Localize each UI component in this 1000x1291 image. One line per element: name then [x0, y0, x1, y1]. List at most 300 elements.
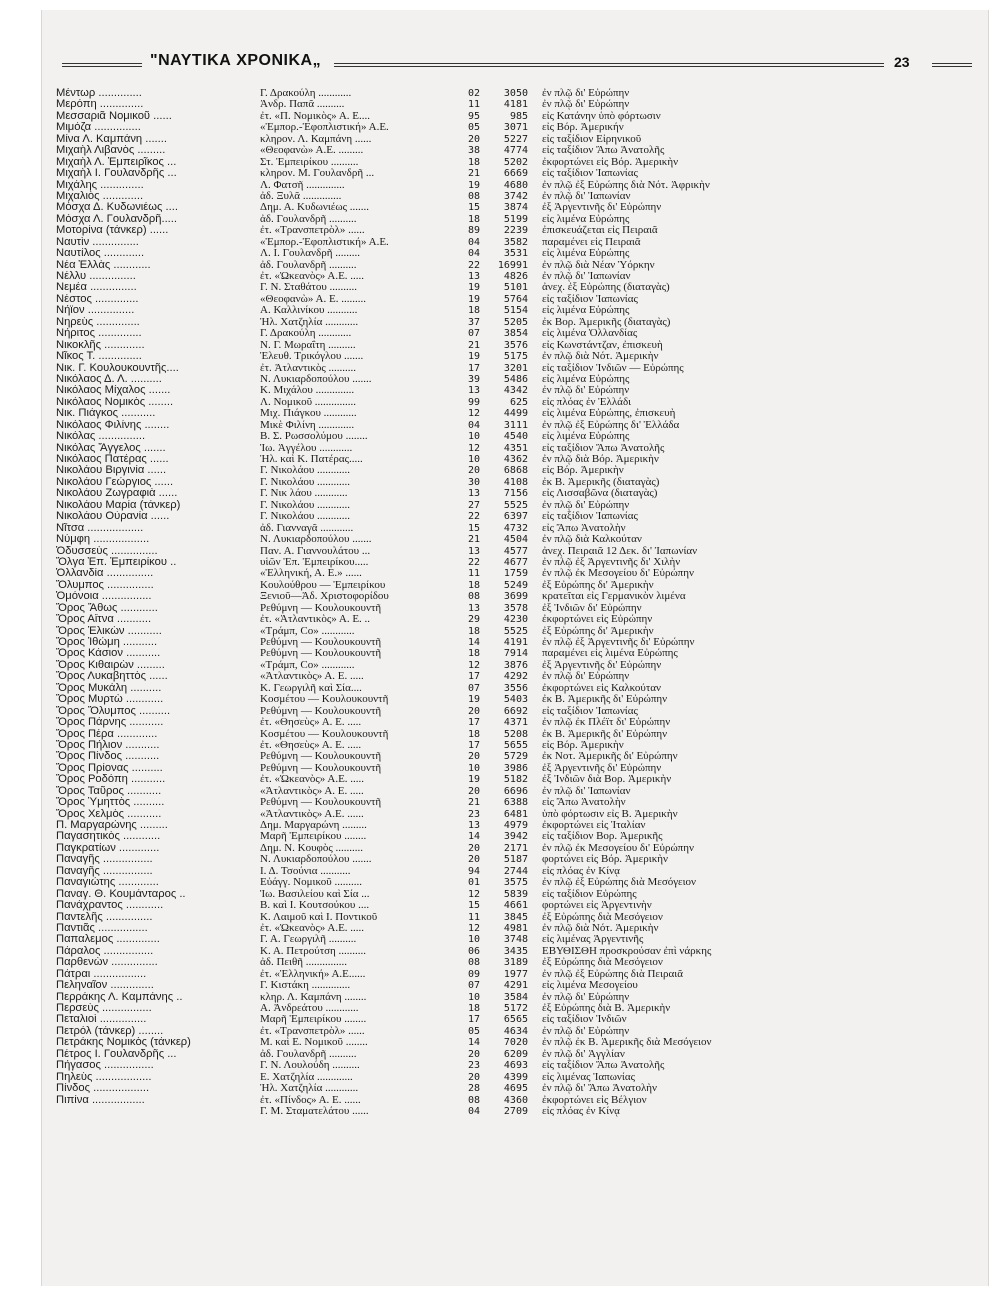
- ship-name: Νικόλας Ἄγγελος .......: [56, 442, 166, 454]
- ship-code: 07: [467, 980, 480, 992]
- table-row: [42, 88, 988, 99]
- table-row: [42, 1072, 988, 1083]
- ship-status: ἐξ Εὐρώπης διὰ Μεσόγειον: [542, 911, 663, 923]
- ship-owner: Ἠλ. καὶ Κ. Πατέρας.....: [260, 454, 363, 465]
- ship-status: κρατεῖται εἰς Γερμανικὸν λιμένα: [542, 591, 686, 603]
- ship-code: 19: [467, 694, 480, 706]
- ship-code: 19: [467, 351, 480, 363]
- ship-owner: ἐτ. «Θησεὺς» Α. Ε. .....: [260, 739, 362, 751]
- ship-owner: «Ἀτλαντικὸς» Α. Ε. .....: [260, 671, 364, 683]
- ship-status: εἰς πλόας ἐν Κίνᾳ: [542, 1105, 620, 1117]
- ship-code: 18: [467, 156, 480, 168]
- ship-tonnage: 5154: [503, 305, 528, 317]
- ship-owner: Λ. Νομικοῦ ...............: [260, 396, 357, 408]
- ship-tonnage: 4680: [503, 179, 528, 191]
- ship-tonnage: 3582: [503, 236, 528, 248]
- ship-name: Μίνα Λ. Καμπάνη .......: [56, 133, 167, 145]
- ship-tonnage: 4695: [503, 1083, 528, 1095]
- ship-tonnage: 6868: [503, 465, 528, 477]
- ship-tonnage: 7156: [503, 488, 528, 500]
- ship-status: ἐν πλῷ δι' Ἄπω Ἀνατολὴν: [542, 1083, 658, 1095]
- ship-tonnage: 6696: [503, 785, 528, 797]
- ship-code: 20: [467, 465, 480, 477]
- ship-status: ἐν πλῷ διὰ Νότ. Ἀμερικὴν: [542, 351, 659, 363]
- ship-status: ἐν πλῷ δι' Εὐρώπην: [542, 99, 630, 111]
- ship-owner: ἀδ. Ξυλᾶ ..............: [260, 190, 342, 202]
- table-row: [42, 992, 988, 1003]
- ship-tonnage: 4774: [503, 145, 528, 157]
- ship-tonnage: 5187: [503, 854, 528, 866]
- ship-tonnage: 6692: [503, 705, 528, 717]
- ship-status: ἐκφορτώνει εἰς Βόρ. Ἀμερικὴν: [542, 156, 679, 168]
- ship-tonnage: 3584: [503, 991, 528, 1003]
- table-row: [42, 111, 988, 122]
- ship-code: 38: [467, 145, 480, 157]
- ship-name: Πηλεὺς ..................: [56, 1071, 152, 1083]
- ship-tonnage: 5202: [503, 156, 528, 168]
- ship-owner: Γ. Νικολάου ............: [260, 499, 351, 511]
- ship-tonnage: 2171: [503, 842, 528, 854]
- ship-name: Παναγῆς ................: [56, 854, 153, 866]
- newspaper-page: [41, 10, 989, 1286]
- ship-owner: Γ. Δρακούλη ............: [260, 328, 352, 340]
- ship-owner: Γ. Α. Γεωργιλῆ ..........: [260, 934, 357, 946]
- table-row: [42, 831, 988, 842]
- ship-tonnage: 16991: [497, 259, 528, 271]
- table-row: [42, 500, 988, 511]
- ship-name: Παρθενὼν ...............: [56, 957, 158, 969]
- ship-tonnage: 5525: [503, 499, 528, 511]
- ship-code: 18: [467, 579, 480, 591]
- ship-owner: Ι. Δ. Τσούνια ...........: [260, 865, 351, 877]
- ship-owner: «Ἑλληνική, Α. Ε.» ......: [260, 568, 362, 580]
- ship-name: Ὄρος Μυρτὼ ............: [56, 694, 164, 706]
- ship-code: 13: [467, 820, 480, 831]
- ship-owner: «Τράμπ, Co» ............: [260, 659, 355, 671]
- table-row: [42, 1083, 988, 1094]
- ship-name: Ὄλυμπος ...............: [56, 579, 154, 591]
- ship-owner: Ἰω. Ἀγγέλου ............: [260, 442, 353, 454]
- page-header: [62, 52, 974, 78]
- ship-status: εἰς ταξίδιον Ἰαπωνίας: [542, 705, 638, 717]
- table-row: [42, 1003, 988, 1014]
- ship-name: Παγασητικὸς ............: [56, 831, 161, 843]
- ship-name: Νήριτος ..............: [56, 328, 142, 340]
- ship-code: 21: [467, 534, 480, 546]
- ship-name: Μιχαὴλ Ι. Γουλανδρῆς ...: [56, 168, 177, 180]
- ship-status: εἰς πλόας ἐν Ἑλλάδι: [542, 396, 632, 408]
- table-row: [42, 637, 988, 648]
- ship-owner: Γ. Νικ λάου ............: [260, 488, 348, 500]
- ship-code: 04: [467, 248, 480, 260]
- ship-code: 04: [467, 1105, 480, 1117]
- ship-name: Νικόλαος Νομικὸς ........: [56, 396, 174, 408]
- ship-status: εἰς ταξίδιον Εἰρηνικοῦ: [542, 133, 642, 145]
- ship-code: 29: [467, 614, 480, 626]
- ship-tonnage: 5205: [503, 316, 528, 328]
- ship-owner: ἐτ. «Ἑλληνική» Α.Ε......: [260, 968, 366, 980]
- ship-status: εἰς ταξίδιον Ἄπω Ἀνατολῆς: [542, 1060, 665, 1072]
- ship-tonnage: 4191: [503, 637, 528, 648]
- ship-status: εἰς λιμένα Ὁλλανδίας: [542, 328, 638, 340]
- ship-status: εἰς ταξίδιον Ἄπω Ἀνατολῆς: [542, 145, 665, 157]
- table-row: [42, 706, 988, 717]
- ship-code: 08: [467, 1094, 480, 1106]
- ship-tonnage: 4979: [503, 820, 528, 831]
- ship-tonnage: 5486: [503, 373, 528, 385]
- ship-code: 17: [467, 717, 480, 729]
- table-row: [42, 420, 988, 431]
- ship-owner: Μιχ. Πιάγκου ............: [260, 408, 357, 420]
- ship-tonnage: 6388: [503, 797, 528, 809]
- ship-tonnage: 3576: [503, 339, 528, 351]
- ship-owner: Κ. Μιχάλου ..............: [260, 385, 355, 397]
- ship-owner: Γ. Ν. Λουλούδη ..........: [260, 1060, 360, 1072]
- ship-tonnage: 1759: [503, 568, 528, 580]
- ship-owner: κληρον. Λ. Καμπάνη ......: [260, 133, 372, 145]
- ship-tonnage: 4291: [503, 980, 528, 992]
- ship-status: ἀνεχ. Πειραιᾶ 12 Δεκ. δι' Ἰαπωνίαν: [542, 545, 698, 557]
- ship-status: ἐν πλῷ ἐξ Εὐρώπης διὰ Πειραιᾶ: [542, 968, 683, 980]
- ship-owner: ἐτ. «Τρανσπετρὸλ» ......: [260, 225, 365, 237]
- ship-code: 13: [467, 385, 480, 397]
- table-row: [42, 431, 988, 442]
- ship-tonnage: 3748: [503, 934, 528, 946]
- ship-tonnage: 3845: [503, 911, 528, 923]
- ship-name: Ὄρος Ἄθως ............: [56, 602, 158, 614]
- ship-name: Ὄρος Πέρα .............: [56, 728, 158, 740]
- ship-code: 15: [467, 900, 480, 912]
- ship-status: ἐν πλῷ διὰ Καλκούταν: [542, 534, 642, 546]
- ship-owner: Κ. Α. Πετρούτση ..........: [260, 945, 367, 957]
- ship-code: 08: [467, 957, 480, 969]
- ship-name: Παναγ. Θ. Κουμάνταρος ..: [56, 888, 186, 900]
- ship-status: εἰς ταξίδιον Ἰνδιῶν — Εὐρώπης: [542, 362, 684, 374]
- ship-owner: ἐτ. Ἀτλαντικὸς ..........: [260, 362, 357, 374]
- ship-code: 10: [467, 454, 480, 465]
- ship-tonnage: 3201: [503, 362, 528, 374]
- ship-owner: Γ. Ν. Σταθάτου ..........: [260, 282, 358, 294]
- ship-tonnage: 5199: [503, 213, 528, 225]
- ship-status: ἐν πλῷ ἐκ Μεσογείου δι' Εὐρώπην: [542, 568, 694, 580]
- table-row: [42, 1049, 988, 1060]
- ship-status: παραμένει εἰς Πειραιᾶ: [542, 236, 641, 248]
- ship-code: 02: [467, 88, 480, 99]
- ship-status: ἐκφορτώνει εἰς Εὐρώπην: [542, 614, 653, 626]
- ship-code: 04: [467, 236, 480, 248]
- ship-tonnage: 5208: [503, 728, 528, 740]
- table-row: [42, 282, 988, 293]
- ship-owner: Δημ. Α. Κυδωνιέως .......: [260, 202, 370, 214]
- ship-code: 15: [467, 522, 480, 534]
- table-row: [42, 1060, 988, 1071]
- ship-status: εἰς ταξίδιον Ἰαπωνίας: [542, 511, 638, 523]
- ship-name: Νικ. Γ. Κουλουκουντῆς....: [56, 362, 179, 374]
- ship-tonnage: 3854: [503, 328, 528, 340]
- table-row: [42, 877, 988, 888]
- ship-code: 10: [467, 991, 480, 1003]
- table-row: [42, 488, 988, 499]
- ship-code: 12: [467, 888, 480, 900]
- ship-code: 20: [467, 1071, 480, 1083]
- ship-owner: Ἀνδρ. Παπᾶ ..........: [260, 99, 345, 111]
- ship-status: ἐν πλῷ ἐξ Ἀργεντινῆς δι' Εὐρώπην: [542, 637, 695, 648]
- ship-name: Ὄρος Ὄλυμπος ..........: [56, 705, 171, 717]
- ship-status: εἰς ταξίδιον Ἰνδιῶν: [542, 1014, 627, 1026]
- ship-tonnage: 4693: [503, 1060, 528, 1072]
- ship-code: 14: [467, 1037, 480, 1049]
- ship-owner: Μαρῆ Ἐμπειρίκου ........: [260, 1014, 367, 1026]
- ship-owner: Ν. Λυκιαρδοπούλου .......: [260, 534, 372, 546]
- table-row: [42, 591, 988, 602]
- ship-tonnage: 3699: [503, 591, 528, 603]
- ship-status: ἐν πλῷ δι' Εὐρώπην: [542, 385, 630, 397]
- table-row: [42, 694, 988, 705]
- ship-tonnage: 5175: [503, 351, 528, 363]
- ship-tonnage: 3578: [503, 602, 528, 614]
- ship-status: εἰς λιμένας Ἰαπωνίας: [542, 1071, 635, 1083]
- ship-status: εἰς ταξίδιον Ἄπω Ἀνατολῆς: [542, 442, 665, 454]
- ship-code: 11: [467, 911, 480, 923]
- ship-code: 12: [467, 408, 480, 420]
- ship-owner: Ν. Λυκιαρδοπούλου .......: [260, 373, 372, 385]
- ship-status: εἰς λιμένα Εὐρώπης: [542, 305, 630, 317]
- ship-code: 10: [467, 934, 480, 946]
- ship-code: 18: [467, 625, 480, 637]
- ship-name: Ὄρος Μυκάλη ..........: [56, 682, 162, 694]
- ship-owner: Λ. Ι. Γουλανδρῆ .........: [260, 248, 360, 260]
- ship-tonnage: 3071: [503, 122, 528, 134]
- ship-code: 21: [467, 168, 480, 180]
- ship-status: ἐν πλῷ ἐκ Β. Ἀμερικῆς διὰ Μεσόγειον: [542, 1037, 712, 1049]
- ship-name: Πεταλιοὶ ...............: [56, 1014, 147, 1026]
- ship-code: 11: [467, 568, 480, 580]
- table-row: [42, 717, 988, 728]
- table-row: [42, 957, 988, 968]
- table-row: [42, 317, 988, 328]
- ship-status: ἐξ Εὐρώπης διὰ Β. Ἀμερικὴν: [542, 1003, 671, 1014]
- table-row: [42, 534, 988, 545]
- ship-name: Ὄρος Αἴτνα ...........: [56, 614, 152, 626]
- ship-owner: ἀδ. Γουλανδρῆ ..........: [260, 1048, 357, 1060]
- ship-code: 04: [467, 419, 480, 431]
- ship-owner: Β. Σ. Ρωσσολύμου ........: [260, 431, 368, 443]
- ship-owner: Γ. Μ. Σταματελάτου ......: [260, 1105, 369, 1117]
- ship-code: 19: [467, 179, 480, 191]
- ship-name: Ὄρος Πρίονας ..........: [56, 762, 163, 774]
- ship-name: Μοτορίνα (τάνκερ) ......: [56, 225, 169, 237]
- ship-tonnage: 3111: [503, 419, 528, 431]
- table-row: [42, 763, 988, 774]
- ship-owner: Ξενιοῦ—Ἀδ. Χριστοφορίδου: [260, 591, 389, 603]
- ship-code: 23: [467, 1060, 480, 1072]
- ship-name: Ὄρος Χελμὸς ...........: [56, 808, 162, 820]
- ship-tonnage: 4108: [503, 476, 528, 488]
- table-row: [42, 237, 988, 248]
- ship-code: 18: [467, 1003, 480, 1014]
- ship-owner: Δημ. Ν. Κουφὸς ..........: [260, 842, 364, 854]
- ship-tonnage: 4292: [503, 671, 528, 683]
- ship-status: ἐν πλῷ δι' Ἰαπωνίαν: [542, 190, 631, 202]
- table-row: [42, 854, 988, 865]
- ship-tonnage: 5525: [503, 625, 528, 637]
- header-rule-left: [62, 63, 142, 67]
- ship-code: 05: [467, 122, 480, 134]
- ship-tonnage: 5249: [503, 579, 528, 591]
- ship-owner: Ν. Γ. Μωραΐτη ..........: [260, 339, 356, 351]
- ship-name: Νηρεὺς ..............: [56, 316, 140, 328]
- ship-name: Ὄλγα Ἐπ. Ἐμπειρίκου ..: [56, 556, 177, 568]
- ship-tonnage: 1977: [503, 968, 528, 980]
- table-row: [42, 580, 988, 591]
- ship-tonnage: 4826: [503, 271, 528, 282]
- ship-tonnage: 4342: [503, 385, 528, 397]
- table-row: [42, 214, 988, 225]
- table-row: [42, 934, 988, 945]
- ship-status: ἐκ Νοτ. Ἀμερικῆς δι' Εὐρώπην: [542, 751, 678, 763]
- ship-tonnage: 5182: [503, 774, 528, 786]
- table-row: [42, 1106, 988, 1117]
- ship-tonnage: 4577: [503, 545, 528, 557]
- ship-name: Παπαλεμος ..............: [56, 934, 160, 946]
- table-row: [42, 248, 988, 259]
- ship-name: Νέστος ..............: [56, 293, 139, 305]
- table-row: [42, 180, 988, 191]
- ship-tonnage: 4732: [503, 522, 528, 534]
- ship-name: Πετρόλ (τάνκερ) ........: [56, 1025, 164, 1037]
- ship-owner: Ν. Λυκιαρδοπούλου .......: [260, 854, 372, 866]
- ship-name: Ὀδυσσεὺς ...............: [56, 545, 158, 557]
- ship-name: Παναγῆς ................: [56, 865, 153, 877]
- table-row: [42, 900, 988, 911]
- ship-code: 20: [467, 854, 480, 866]
- table-row: [42, 454, 988, 465]
- table-row: [42, 328, 988, 339]
- ship-name: Νικολάου Μαρία (τάνκερ): [56, 499, 181, 511]
- ship-tonnage: 4360: [503, 1094, 528, 1106]
- ship-code: 18: [467, 728, 480, 740]
- ship-code: 21: [467, 797, 480, 809]
- ship-owner: Ἰω. Βασιλείου καὶ Σία ...: [260, 888, 370, 900]
- ship-owner: Εὐάγγ. Νομικοῦ ..........: [260, 877, 362, 889]
- ship-status: ἐξ Ἀργεντινῆς δι' Εὐρώπην: [542, 762, 662, 774]
- table-row: [42, 99, 988, 110]
- ship-name: Πιπίνα .................: [56, 1094, 145, 1106]
- ship-tonnage: 7914: [503, 648, 528, 660]
- ship-status: ἐξ Ἀργεντινῆς δι' Εὐρώπην: [542, 659, 662, 671]
- table-row: [42, 340, 988, 351]
- table-row: [42, 660, 988, 671]
- ship-owner: Παν. Α. Γιαννουλάτου ...: [260, 545, 371, 557]
- ship-name: Ναυτὶν ...............: [56, 236, 139, 248]
- ship-owner: Κουλούθρου — Ἐμπειρίκου: [260, 579, 386, 591]
- ship-code: 14: [467, 637, 480, 648]
- table-row: [42, 557, 988, 568]
- ship-tonnage: 3876: [503, 659, 528, 671]
- ship-tonnage: 3050: [503, 88, 528, 99]
- ship-name: Νῖκος Τ. ..............: [56, 351, 142, 363]
- ship-status: παραμένει εἰς λιμένα Εὐρώπης: [542, 648, 678, 660]
- ship-code: 37: [467, 316, 480, 328]
- ship-tonnage: 6669: [503, 168, 528, 180]
- ship-owner: ἐτ. «Π. Νομικὸς» Α. Ε....: [260, 110, 370, 122]
- ship-code: 14: [467, 831, 480, 843]
- table-row: [42, 980, 988, 991]
- ship-code: 08: [467, 591, 480, 603]
- ship-status: ἐν πλῷ ἐξ Εὐρώπης δι' Ἑλλάδα: [542, 419, 680, 431]
- ship-tonnage: 4399: [503, 1071, 528, 1083]
- ship-owner: ἐτ. «Θησεὺς» Α. Ε. .....: [260, 717, 362, 729]
- ship-name: Ὄρος Ταῦρος ...........: [56, 785, 162, 797]
- ship-code: 18: [467, 213, 480, 225]
- ship-status: φορτώνει εἰς Ἀργεντινὴν: [542, 900, 652, 912]
- ship-tonnage: 4499: [503, 408, 528, 420]
- table-row: [42, 809, 988, 820]
- ship-status: ἐν πλῷ δι' Εὐρώπην: [542, 671, 630, 683]
- ship-tonnage: 6209: [503, 1048, 528, 1060]
- ship-register-list: [42, 88, 988, 1117]
- ship-name: Ὄρος Ὑμηττὸς ..........: [56, 797, 165, 809]
- ship-owner: Γ. Νικολάου ............: [260, 476, 351, 488]
- ship-owner: Μαρῆ Ἐμπειρίκου ........: [260, 831, 367, 843]
- table-row: [42, 305, 988, 316]
- ship-owner: Ρεθύμνη — Κουλουκουντῆ: [260, 705, 382, 717]
- ship-owner: Ρεθύμνη — Κουλουκουντῆ: [260, 602, 382, 614]
- ship-owner: «Θεοφανὼ» Α.Ε. .........: [260, 145, 364, 157]
- ship-status: ΕΒΥΘΙΣΘΗ προσκρούσαν ἐπὶ νάρκης: [542, 945, 712, 957]
- ship-name: Νικόλαος Μίχαλος .......: [56, 385, 171, 397]
- table-row: [42, 969, 988, 980]
- page-number: 23: [894, 54, 910, 70]
- table-row: [42, 511, 988, 522]
- ship-owner: Κοσμέτου — Κουλουκουντῆ: [260, 728, 389, 740]
- ship-name: Παγκρατίων .............: [56, 842, 160, 854]
- ship-name: Μιχαὴλ Λ. Ἐμπειρῖκος ...: [56, 156, 177, 168]
- ship-status: ἐν πλῷ ἐκ Πλέϊτ δι' Εὐρώπην: [542, 717, 671, 729]
- table-row: [42, 1026, 988, 1037]
- ship-code: 18: [467, 305, 480, 317]
- ship-status: ἐξ Ἀργεντινῆς δι' Εὐρώπην: [542, 202, 662, 214]
- ship-code: 07: [467, 328, 480, 340]
- ship-owner: Α. Καλλινίκου ...........: [260, 305, 358, 317]
- ship-tonnage: 4351: [503, 442, 528, 454]
- ship-owner: Κοσμέτου — Κουλουκουντῆ: [260, 694, 389, 706]
- ship-status: εἰς ταξίδιον Ἰαπωνίας: [542, 168, 638, 180]
- ship-tonnage: 6481: [503, 808, 528, 820]
- table-row: [42, 168, 988, 179]
- ship-code: 12: [467, 659, 480, 671]
- ship-owner: Ἠλ. Χατζηλία ............: [260, 1083, 359, 1095]
- ship-owner: Ρεθύμνη — Κουλουκουντῆ: [260, 637, 382, 648]
- ship-status: εἰς λιμένα Μεσογείου: [542, 980, 638, 992]
- ship-tonnage: 2709: [503, 1105, 528, 1117]
- ship-code: 19: [467, 293, 480, 305]
- header-rule-middle: [334, 63, 884, 67]
- ship-code: 10: [467, 762, 480, 774]
- ship-code: 17: [467, 671, 480, 683]
- ship-tonnage: 5655: [503, 739, 528, 751]
- ship-name: Μιχαὴλ Λιβανὸς .........: [56, 145, 166, 157]
- ship-owner: Γ. Νικολάου ............: [260, 511, 351, 523]
- ship-name: Πέτρος Ι. Γουλανδρῆς ...: [56, 1048, 177, 1060]
- ship-status: φορτώνει εἰς Βόρ. Ἀμερικὴν: [542, 854, 668, 866]
- ship-code: 12: [467, 922, 480, 934]
- ship-code: 06: [467, 945, 480, 957]
- ship-tonnage: 4634: [503, 1025, 528, 1037]
- ship-owner: Β. καὶ Ι. Κουτσούκου ....: [260, 900, 370, 912]
- ship-tonnage: 4981: [503, 922, 528, 934]
- ship-code: 20: [467, 751, 480, 763]
